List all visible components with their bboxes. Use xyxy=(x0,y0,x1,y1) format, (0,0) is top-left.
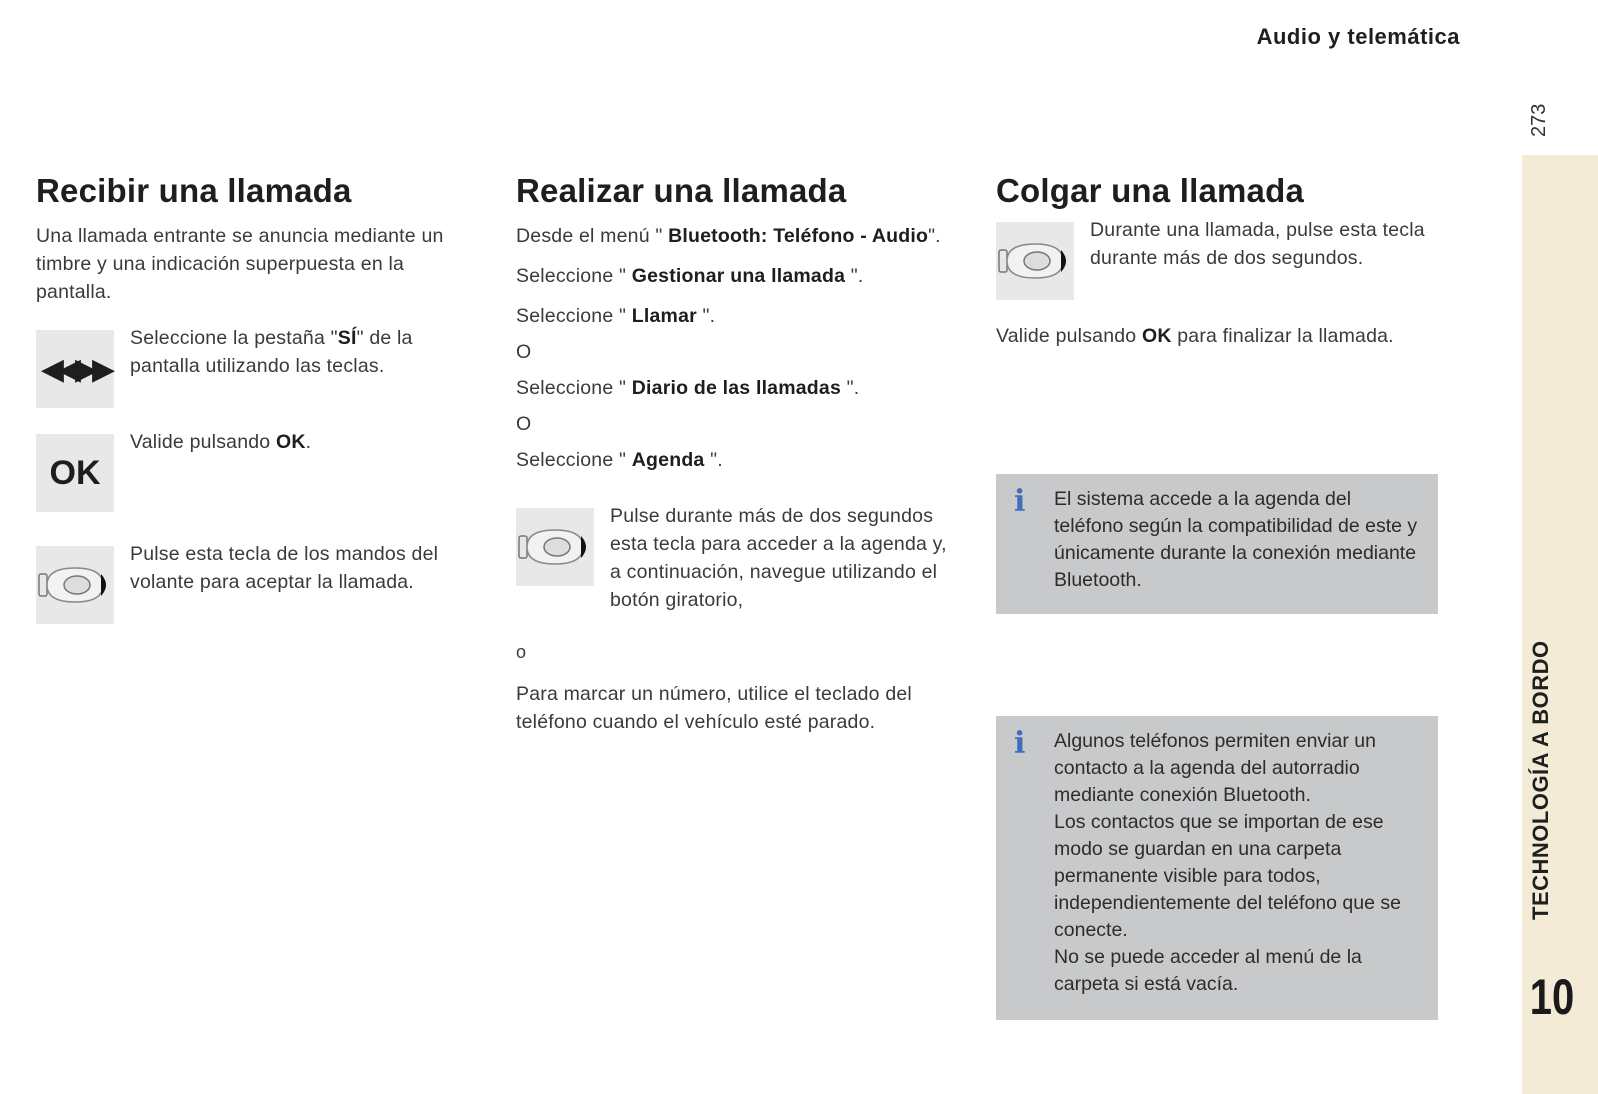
section-hang-up xyxy=(996,172,1440,350)
info-box-agenda xyxy=(996,474,1438,614)
dial-number-text: Para marcar un número, utilice el teclado del teléfono cuando el vehículo esté parado. xyxy=(516,683,912,733)
section-title: Colgar una llamada xyxy=(996,172,1305,209)
info-icon: i xyxy=(1014,726,1026,761)
section-title: Recibir una llamada xyxy=(36,172,352,209)
or-text: o xyxy=(516,642,527,662)
step-text: Pulse durante más de dos segundos esta tecla para acceder a la agenda y, a continuación, navegue utilizando el botón giratorio, xyxy=(610,505,947,611)
page-number: 273 xyxy=(1528,103,1550,137)
select-manage-text: Seleccione " Gestionar una llamada ". xyxy=(516,265,864,287)
select-log-text: Seleccione " Diario de las llamadas ". xyxy=(516,377,860,399)
steering-phone-key-icon xyxy=(516,508,594,586)
step-accept-call xyxy=(36,543,466,624)
section-title: Realizar una llamada xyxy=(516,172,847,209)
validate-ok-text: Valide pulsando OK para finalizar la llamada. xyxy=(996,325,1394,347)
chapter-number: 10 xyxy=(1529,969,1575,1025)
section-make-call xyxy=(516,172,956,736)
info-text: No se puede acceder al menú de la carpeta si está vacía. xyxy=(1054,946,1362,995)
steering-key-svg xyxy=(997,236,1073,286)
info-text: El sistema accede a la agenda del teléfono según la compatibilidad de este y únicamente durante la conexión mediante Bluetooth. xyxy=(1054,488,1418,591)
menu-path-text: Desde el menú " Bluetooth: Teléfono - Audio". xyxy=(516,225,941,247)
select-agenda-text: Seleccione " Agenda ". xyxy=(516,449,723,471)
steering-key-svg xyxy=(37,560,113,610)
page-header-title: Audio y telemática xyxy=(1256,24,1460,49)
info-text: Algunos teléfonos permiten enviar un contacto a la agenda del autorradio mediante conexión Bluetooth. xyxy=(1054,730,1376,806)
step-text: Durante una llamada, pulse esta tecla durante más de dos segundos. xyxy=(1090,219,1425,269)
steering-phone-key-icon xyxy=(996,222,1074,300)
info-icon: i xyxy=(1014,484,1026,519)
intro-text: Una llamada entrante se anuncia mediante un timbre y una indicación superpuesta en la pantalla. xyxy=(36,225,444,303)
step-agenda-key xyxy=(516,505,956,614)
steering-key-svg xyxy=(517,522,593,572)
select-call-text: Seleccione " Llamar ". xyxy=(516,305,716,327)
step-text: Seleccione la pestaña "SÍ" de la pantalla utilizando las teclas. xyxy=(130,327,413,377)
or-text: O xyxy=(516,341,532,363)
info-text: Los contactos que se importan de ese modo se guardan en una carpeta permanente visible para todos, independientemente del teléfono que se conecte. xyxy=(1054,811,1401,941)
step-validate-ok xyxy=(36,431,466,512)
steering-phone-key-icon xyxy=(36,546,114,624)
ok-glyph: OK xyxy=(49,453,101,492)
step-select-yes xyxy=(36,327,466,408)
or-text: O xyxy=(516,413,532,435)
arrows-glyph: ◀◀▶▶ xyxy=(40,352,110,386)
chapter-label: TECHNOLOGÍA A BORDO xyxy=(1528,640,1553,920)
info-box-contacts xyxy=(996,716,1438,1020)
step-text: Valide pulsando OK. xyxy=(130,431,312,453)
step-hangup-key xyxy=(996,219,1440,300)
section-receive-call xyxy=(36,172,466,624)
arrows-icon xyxy=(36,330,114,408)
step-text: Pulse esta tecla de los mandos del volante para aceptar la llamada. xyxy=(130,543,439,593)
ok-key-icon xyxy=(36,434,114,512)
